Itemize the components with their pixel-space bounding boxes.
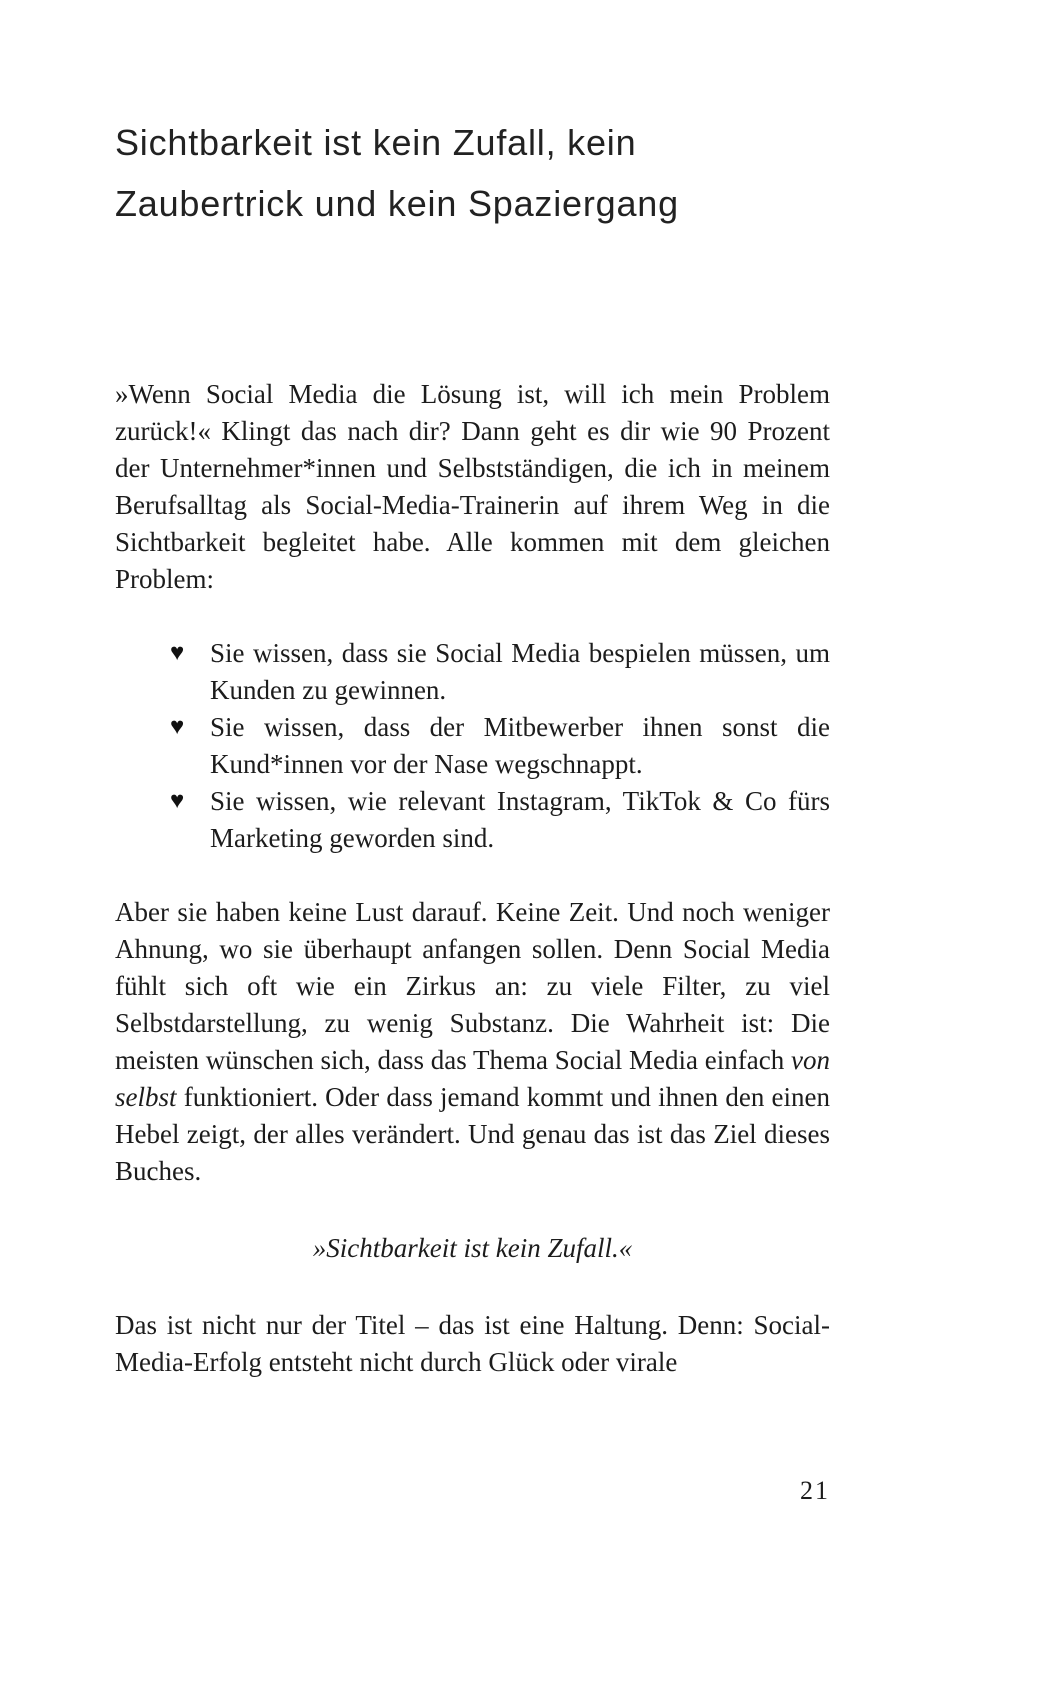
page-number: 21 [800,1476,830,1505]
paragraph-main-emphasis: von selbst [115,1045,830,1112]
chapter-title-line-1: Sichtbarkeit ist kein Zufall, kein [115,122,637,163]
bullet-text: Sie wissen, dass der Mitbewerber ihnen sonst die Kund*innen vor der Nase wegschnappt. [210,712,830,779]
paragraph-closing: Das ist nicht nur der Titel – das ist eine Haltung. Denn: Social-Media-Erfolg entsteht nicht durch Glück oder virale [115,1310,830,1377]
bullet-list [115,635,830,857]
bullet-text: Sie wissen, dass sie Social Media bespielen müssen, um Kunden zu gewinnen. [210,638,830,705]
list-item [170,635,830,709]
paragraph-intro: »Wenn Social Media die Lösung ist, will ich mein Problem zurück!« Klingt das nach dir? Dann geht es dir wie 90 Prozent der Unternehmer*innen und Selbstständigen, die ich in meinem Berufsalltag als Social-Media-Trainerin auf ihrem Weg in die Sichtbarkeit begleitet habe. Alle kommen mit dem gleichen Problem: [115,379,830,594]
chapter-title [115,112,830,234]
pull-quote: »Sichtbarkeit ist kein Zufall.« [312,1233,633,1263]
paragraph-main-segment-after: funktioniert. Oder dass jemand kommt und ihnen den einen Hebel zeigt, der alles verändert. Und genau das ist das Ziel dieses Buches. [115,1082,830,1186]
heart-bullet-icon: ♥ [170,788,185,814]
paragraph-main [115,894,830,1190]
heart-bullet-icon: ♥ [170,640,185,666]
paragraph-main-segment-before: Aber sie haben keine Lust darauf. Keine Zeit. Und noch weniger Ahnung, wo sie überhaupt anfangen sollen. Denn Social Media fühlt sich oft wie ein Zirkus an: zu viele Filter, zu viel Selbstdarstellung, zu wenig Substanz. Die Wahrheit ist: Die meisten wünschen sich, dass das Thema Social Media einfach [115,897,830,1075]
chapter-title-line-2: Zaubertrick und kein Spaziergang [115,183,679,224]
list-item [170,709,830,783]
heart-bullet-icon: ♥ [170,714,185,740]
list-item [170,783,830,857]
bullet-text: Sie wissen, wie relevant Instagram, TikTok & Co fürs Marketing geworden sind. [210,786,830,853]
